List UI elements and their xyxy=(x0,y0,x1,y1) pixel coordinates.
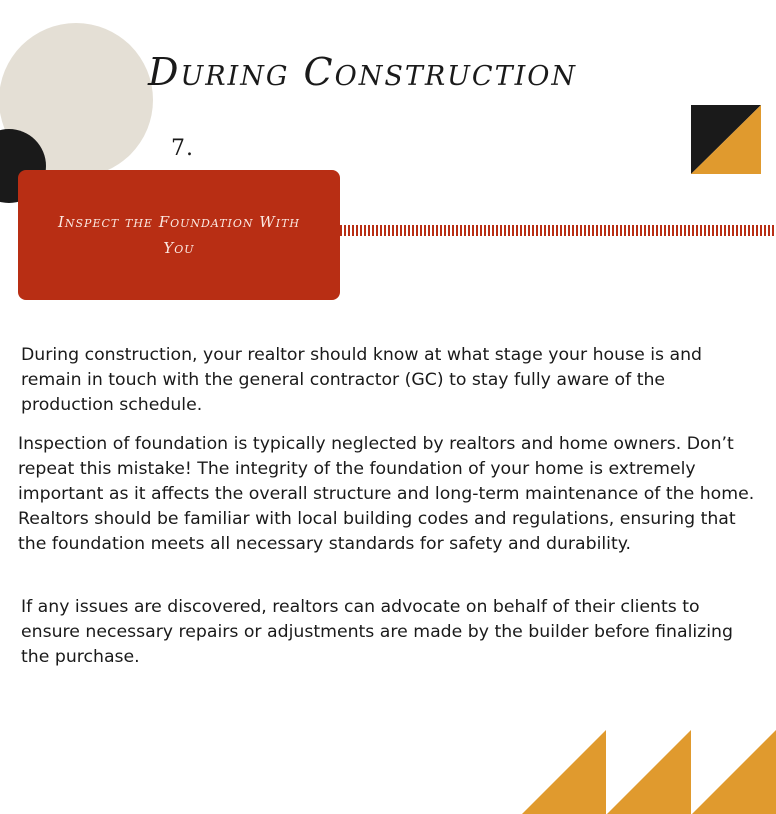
paragraph-advocate-repairs: If any issues are discovered, realtors can advocate on behalf of their clients to ensure necessary repairs or adjustments are made by the builder before finalizing the purchase. xyxy=(21,597,733,667)
diagonal-square-decoration xyxy=(691,105,761,174)
orange-triangle xyxy=(522,730,606,814)
page-title: During Construction xyxy=(148,50,578,94)
step-number: 7. xyxy=(171,136,194,161)
dashed-divider xyxy=(340,225,776,236)
triangle-pattern-decoration xyxy=(0,730,776,814)
orange-triangle xyxy=(607,730,691,814)
step-title: Inspect the Foundation With You xyxy=(57,213,301,257)
orange-triangle xyxy=(692,730,776,814)
paragraph-construction-stage: During construction, your realtor should know at what stage your house is and remain in touch with the general contractor (GC) to stay fully aware of the production schedule. xyxy=(21,345,703,415)
paragraph-foundation-inspection: Inspection of foundation is typically neglected by realtors and home owners. Don’t repeat this mistake! The integrity of the foundation of your home is extremely important as it affects the overall structure and long-term maintenance of the home. Realtors should be familiar with local building codes and regulations, ensuring that the foundation meets all necessary standards for safety and durability. xyxy=(18,434,755,554)
step-title-card xyxy=(18,170,340,300)
